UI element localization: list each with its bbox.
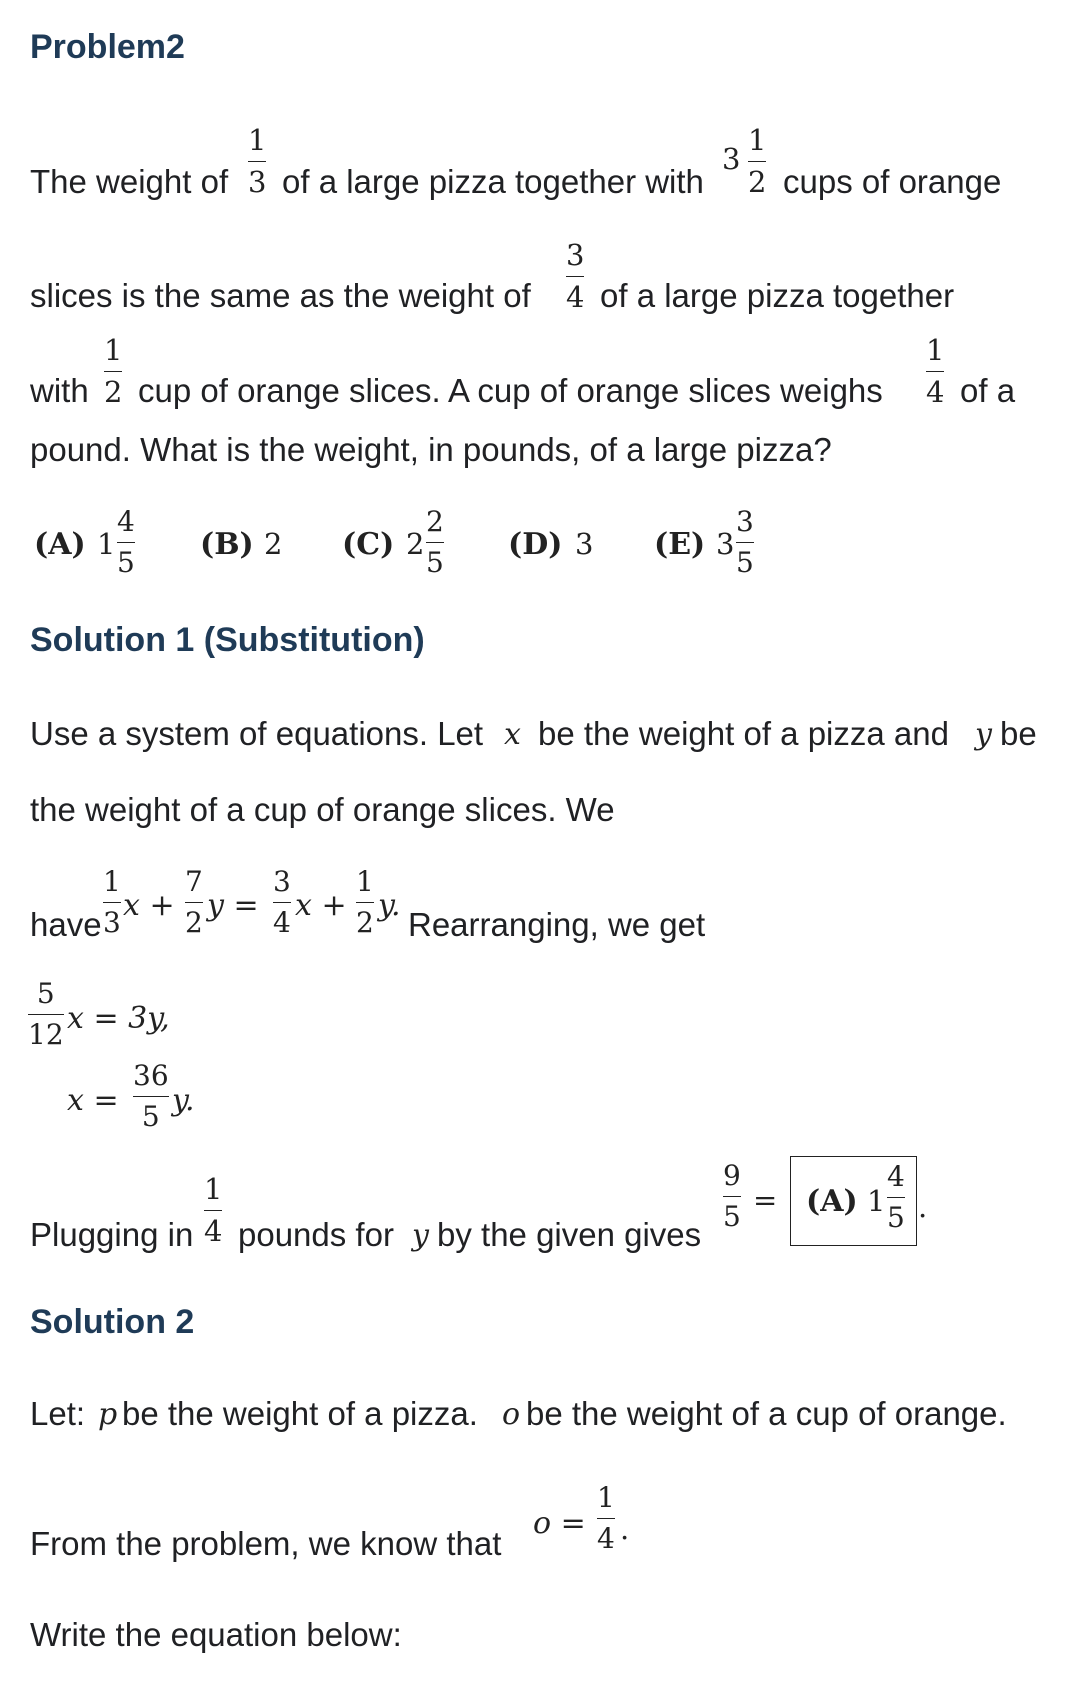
fraction: 3 4 (566, 238, 585, 314)
math-term: x + (295, 888, 347, 923)
solution-text: the weight of a cup of orange slices. We (30, 791, 615, 828)
solution-text: be the weight of a cup of orange. (526, 1395, 1007, 1432)
choice-label: (D) (508, 527, 563, 562)
fraction: 1 2 (104, 333, 123, 409)
math-term: y. (378, 888, 401, 923)
fraction: 1 2 (356, 865, 374, 939)
solution2-heading: Solution 2 (30, 1303, 195, 1341)
choice-label: (A) (34, 527, 86, 562)
fraction: 1 4 (926, 333, 945, 409)
solution-text: From the problem, we know that (30, 1525, 502, 1562)
choice-label: (B) (200, 527, 254, 562)
choice-value: 2 (264, 527, 283, 561)
solution-text: by the given gives (437, 1216, 702, 1253)
equals-sign: = (753, 1183, 778, 1217)
variable-y: y (975, 717, 992, 752)
problem-text: pound. What is the weight, in pounds, of a large pizza? (30, 431, 832, 468)
fraction: 9 5 (723, 1159, 741, 1233)
choice-whole: 1 (97, 527, 116, 561)
fraction: 1 4 (597, 1481, 615, 1555)
solution-text: pounds for (238, 1216, 394, 1253)
choice-whole: 2 (406, 527, 425, 561)
fraction: 1 3 (248, 123, 267, 199)
problem-text: with (30, 372, 89, 409)
variable-y: y (412, 1218, 429, 1253)
variable-o: o (502, 1397, 521, 1432)
answer-fraction: 4 5 (887, 1160, 905, 1234)
answer-period: . (918, 1190, 928, 1224)
fraction: 3 4 (273, 865, 291, 939)
problem-text: cup of orange slices. A cup of orange slices weighs (138, 372, 883, 409)
choice-value: 3 (575, 527, 594, 561)
problem-text: The weight of (30, 163, 229, 200)
choice-fraction: 4 5 (117, 505, 135, 579)
choice-label: (C) (342, 527, 395, 562)
problem-text: cups of orange (783, 163, 1002, 200)
fraction: 1 4 (204, 1172, 223, 1248)
choice-fraction: 2 5 (426, 505, 444, 579)
fraction: 7 2 (185, 865, 203, 939)
solution1-heading: Solution 1 (Substitution) (30, 621, 425, 659)
solution-text: be the weight of a pizza and (538, 715, 949, 752)
period: . (620, 1512, 630, 1546)
variable-x: x (504, 717, 521, 752)
choice-label: (E) (654, 527, 706, 562)
problem-text: of a (960, 372, 1016, 409)
fraction: 5 12 (28, 977, 64, 1051)
choice-fraction: 3 5 (736, 505, 754, 579)
answer-whole: 1 (867, 1184, 886, 1218)
solution-text: be (1000, 715, 1037, 752)
problem-text: of a large pizza together (600, 277, 955, 314)
fraction: 36 5 (133, 1059, 169, 1133)
math-term: x = 3y, (67, 1001, 170, 1036)
problem-heading: Problem2 (30, 28, 185, 66)
fraction: 1 3 (103, 865, 121, 939)
solution-text: Use a system of equations. Let (30, 715, 484, 752)
variable-p: p (98, 1397, 118, 1432)
problem-text: of a large pizza together with (282, 163, 704, 200)
mixed-whole: 3 (722, 142, 741, 176)
fraction: 1 2 (748, 123, 767, 199)
math-term: x = (67, 1083, 119, 1118)
solution-text: have (30, 906, 102, 943)
math-term: y. (172, 1083, 195, 1118)
solution-text: be the weight of a pizza. (122, 1395, 478, 1432)
answer-label: (A) (806, 1184, 858, 1219)
solution-text: Rearranging, we get (408, 906, 706, 943)
math-term: x + (123, 888, 175, 923)
choice-whole: 3 (716, 527, 735, 561)
solution-text: Write the equation below: (30, 1616, 402, 1653)
solution-text: Plugging in (30, 1216, 194, 1253)
math-term: o = (533, 1506, 586, 1541)
solution-text: Let: (30, 1395, 86, 1432)
math-term: y = (207, 888, 259, 923)
problem-text: slices is the same as the weight of (30, 277, 531, 314)
